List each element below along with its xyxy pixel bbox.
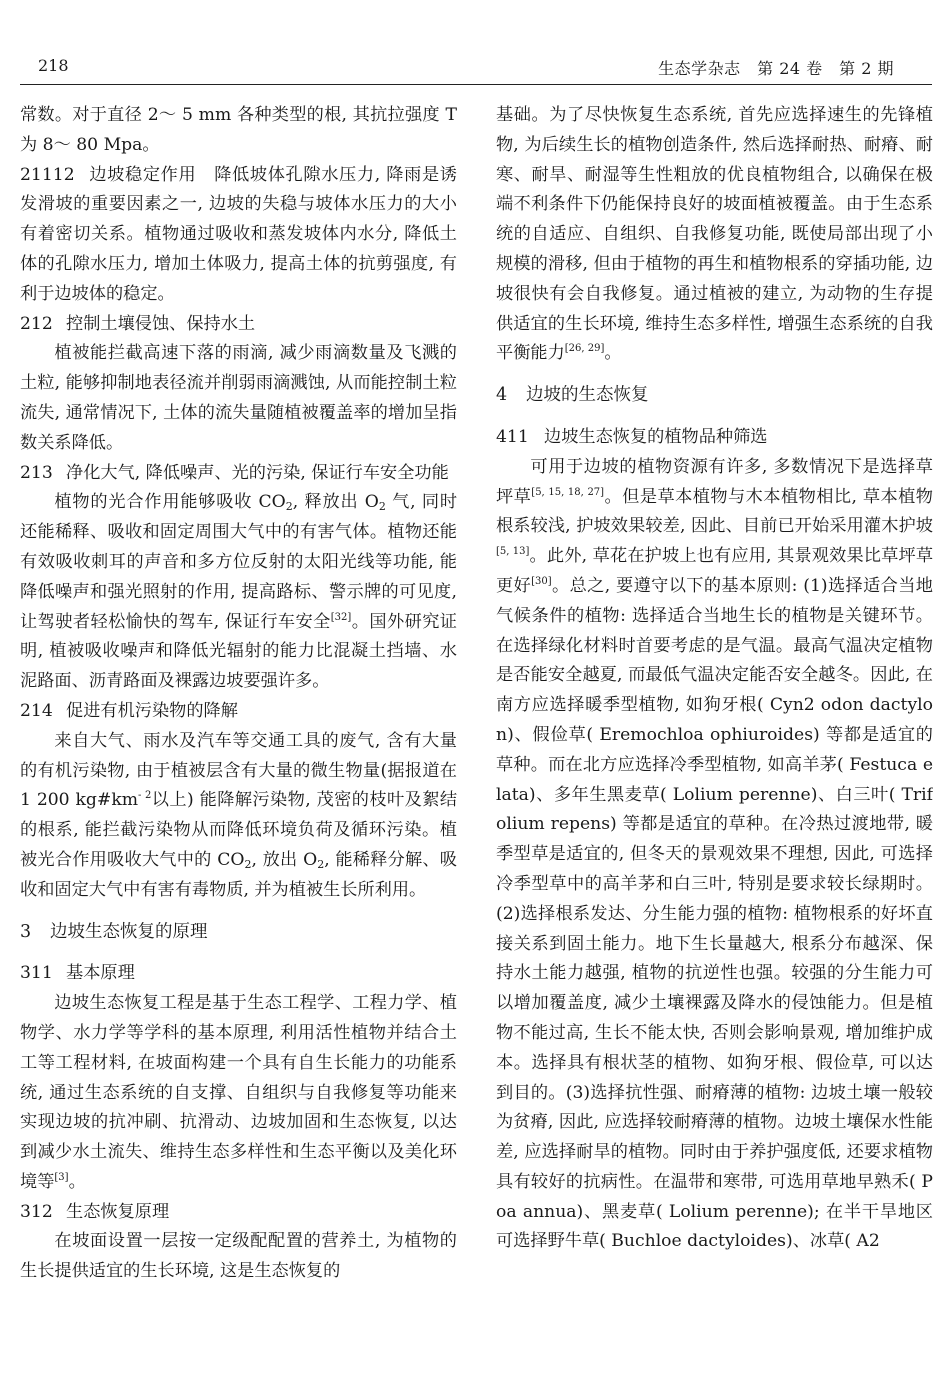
section-number: 311 bbox=[20, 963, 53, 984]
paragraph-2-1-2: 植被能拦截高速下落的雨滴, 减少雨滴数量及飞溅的土粒, 能够抑制地表径流并削弱雨滴溅蚀, 从而能控制土粒流失, 通常情况下, 土体的流失量随植被覆盖率的增加呈指数关系降低。 bbox=[20, 343, 457, 453]
section-title: 促进有机污染物的降解 bbox=[66, 700, 238, 721]
paragraph-3-1-2: 在坡面设置一层按一定级配配置的营养土, 为植物的生长提供适宜的生长环境, 这是生态恢复的 bbox=[20, 1231, 457, 1282]
section-number: 214 bbox=[20, 700, 53, 721]
heading-2-1-2 bbox=[20, 310, 457, 340]
heading-2-1-4 bbox=[20, 697, 457, 727]
paragraph-continued: 基础。为了尽快恢复生态系统, 首先应选择速生的先锋植物, 为后续生长的植物创造条件, 然后选择耐热、耐瘠、耐寒、耐旱、耐湿等生性粗放的优良植物组合, 以确保在极端不利条件下仍能保持良好的坡面植被覆盖。由于生态系统的自适应、自组织、自我修复功能, 既使局部出现了小规模的滑移, 但由于植物的再生和植物根系的穿插功能, 边坡很快有会自我修复。通过植被的建立, 为动物的生存提供适宜的生长环境, 维持生态多样性, 增强生态系统的自我平衡能力[26, 29]。 bbox=[496, 105, 933, 364]
citation: [5, 15, 18, 27] bbox=[531, 486, 605, 498]
section-title: 边坡生态恢复的植物品种筛选 bbox=[544, 426, 768, 447]
header-rule bbox=[20, 84, 932, 85]
paragraph-2-1-4: 来自大气、雨水及汽车等交通工具的废气, 含有大量的有机污染物, 由于植被层含有大量的微生物量(据报道在 1 200 $kg\#km^{- 2}$以上) 能降解污染物, 茂密的枝叶及絮结的根系, 能拦截污染物从而降低环境负荷及循环污染。植被光合作用吸收大气中的 $CO_2$, 放出 $O_2$, 能稀释分解、吸收和固定大气中有害有毒物质, 并为植被生长所利用。 bbox=[20, 730, 457, 900]
heading-3-1-1 bbox=[20, 959, 457, 989]
section-title: 边坡的生态恢复 bbox=[526, 385, 649, 406]
section-2-1-1-2 bbox=[20, 161, 457, 310]
section-number: 213 bbox=[20, 462, 53, 483]
heading-4-1-1 bbox=[496, 423, 933, 453]
section-number: 4 bbox=[496, 385, 508, 406]
section-title: 生态恢复原理 bbox=[66, 1201, 170, 1222]
paragraph-continued: 常数。对于直径 2～ 5 mm 各种类型的根, 其抗拉强度 T 为 8～ 80 Mpa。 bbox=[20, 105, 457, 155]
citation: [26, 29] bbox=[564, 343, 605, 355]
heading-3-1-2 bbox=[20, 1198, 457, 1228]
section-title: 净化大气, 降低噪声、光的污染, 保证行车安全功能 bbox=[66, 462, 449, 483]
paragraph-3-1-1: 边坡生态恢复工程是基于生态工程学、工程力学、植物学、水力学等学科的基本原理, 利用活性植物并结合土工等工程材料, 在坡面构建一个具有自生长能力的功能系统, 通过生态系统的自支撑、自组织与自我修复等功能来实现边坡的抗冲刷、抗滑动、边坡加固和生态恢复, 以达到减少水土流失、维持生态多样性和生态平衡以及美化环境等[3]。 bbox=[20, 993, 457, 1192]
citation: [3] bbox=[54, 1171, 69, 1183]
section-text: 降低坡体孔隙水压力, 降雨是诱发滑坡的重要因素之一, 边坡的失稳与坡体水压力的大小有着密切关系。植物通过吸收和蒸发坡体内水分, 降低土体的孔隙水压力, 增加土体吸力, 提高土体的抗剪强度, 有利于边坡体的稳定。 bbox=[20, 164, 457, 304]
heading-4 bbox=[496, 381, 933, 411]
section-number: 411 bbox=[496, 426, 529, 447]
section-title: 边坡稳定作用 bbox=[88, 164, 197, 185]
section-number: 212 bbox=[20, 313, 53, 334]
right-column bbox=[496, 101, 933, 1391]
page-header bbox=[0, 0, 950, 86]
section-title: 控制土壤侵蚀、保持水土 bbox=[66, 313, 256, 334]
heading-2-1-3 bbox=[20, 459, 457, 489]
paragraph-2-1-3: 植物的光合作用能够吸收 $CO_2$, 释放出 $O_2$ 气, 同时还能稀释、吸收和固定周围大气中的有害气体。植物还能有效吸收刺耳的声音和多方位反射的太阳光线等功能, 能降低噪声和强光照射的作用, 提高路标、警示牌的可见度, 让驾驶者轻松愉快的驾车, 保证行车安全[32]。国外研究证明, 植被吸收噪声和降低光辐射的能力比混凝土挡墙、水泥路面、沥青路面及裸露边坡要强许多。 bbox=[20, 492, 457, 692]
page-number: 218 bbox=[38, 56, 69, 75]
citation: [5, 13] bbox=[496, 546, 530, 558]
journal-running-head: 生态学杂志 第 24 卷 第 2 期 bbox=[658, 59, 894, 78]
paragraph-4-1-1: 可用于边坡的植物资源有许多, 多数情况下是选择草坪草[5, 15, 18, 27]。但是草本植物与木本植物相比, 草本植物根系较浅, 护坡效果较差, 因此、目前已开始采用灌木护坡[5, 13]。此外, 草花在护坡上也有应用, 其景观效果比草坪草更好[30]。总之, 要遵守以下的基本原则: (1)选择适合当地气候条件的植物: 选择适合当地生长的植物是关键环节。在选择绿化材料时首要考虑的是气温。最高气温决定植物是否能安全越夏, 而最低气温决定能否安全越冬。因此, 在南方应选择暖季型植物, 如狗牙根( Cyn2 odon dactylon)、假俭草( Eremochloa ophiuroides) 等都是适宜的草种。而在北方应选择冷季型植物, 如高羊茅( Festuca elata)、多年生黑麦草( Lolium perenne)、白三叶( Trifolium repens) 等都是适宜的草种。在冷热过渡地带, 暖季型草是适宜的, 但冬天的景观效果不理想, 因此, 可选择冷季型草中的高羊茅和白三叶, 特别是要求较长绿期时。(2)选择根系发达、分生能力强的植物: 植物根系的好坏直接关系到固土能力。地下生长量越大, 根系分布越深、保持水土能力越强, 植物的抗逆性也强。较强的分生能力可以增加覆盖度, 减少土壤裸露及降水的侵蚀能力。但是植物不能过高, 生长不能太快, 否则会影响景观, 增加维护成本。选择具有根状茎的植物、如狗牙根、假俭草, 可以达到目的。(3)选择抗性强、耐瘠薄的植物: 边坡土壤一般较为贫瘠, 因此, 应选择较耐瘠薄的植物。边坡土壤保水性能差, 应选择耐旱的植物。同时由于养护强度低, 还要求植物具有较好的抗病性。在温带和寒带, 可选用草地早熟禾( Poa annua)、黑麦草( Lolium perenne); 在半干旱地区可选择野牛草( Buchloe dactyloides)、冰草( A2 bbox=[496, 456, 933, 1252]
citation: [32] bbox=[330, 611, 352, 623]
section-title: 基本原理 bbox=[66, 963, 135, 984]
section-number: 312 bbox=[20, 1201, 53, 1222]
heading-3 bbox=[20, 918, 457, 948]
left-column bbox=[20, 101, 457, 1391]
section-number: 3 bbox=[20, 921, 32, 942]
section-title: 边坡生态恢复的原理 bbox=[50, 921, 208, 942]
citation: [30] bbox=[531, 575, 552, 587]
section-number: 21112 bbox=[20, 164, 75, 185]
